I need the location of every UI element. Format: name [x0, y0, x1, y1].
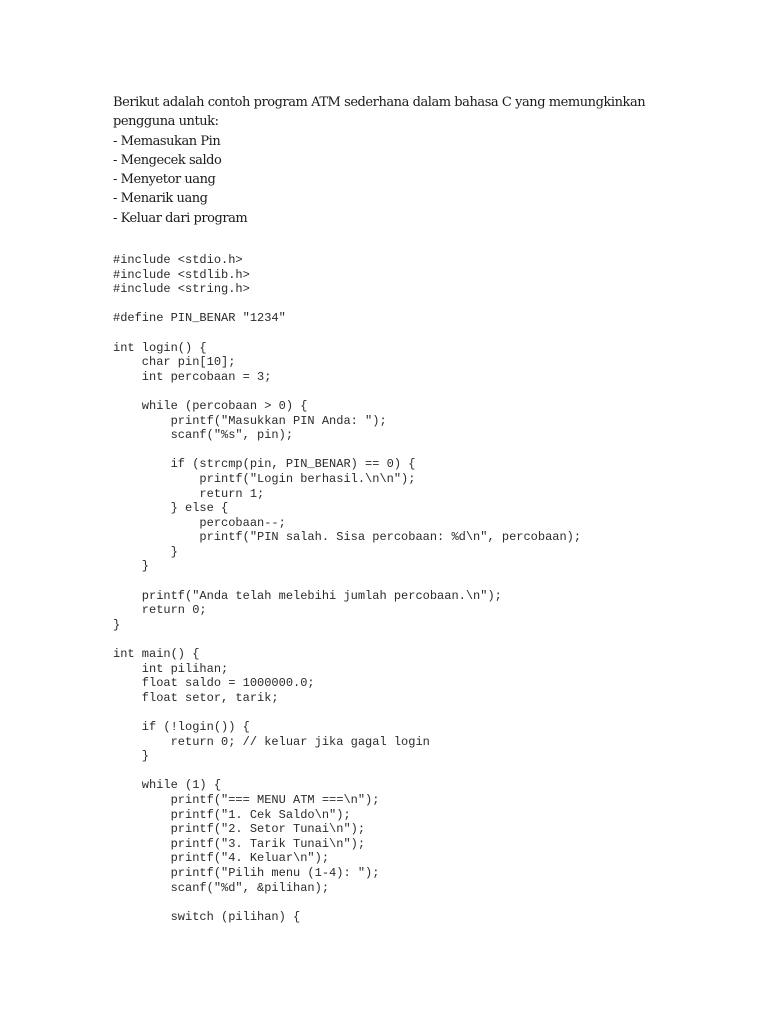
code-line: return 0; // keluar jika gagal login: [113, 734, 430, 749]
code-line: } else {: [113, 501, 229, 516]
code-line: printf("3. Tarik Tunai\n");: [113, 836, 366, 851]
code-line: [113, 443, 581, 458]
code-line: [113, 297, 581, 312]
feature-list: [113, 132, 673, 228]
code-line: scanf("%s", pin);: [113, 428, 294, 443]
code-line: percobaan--;: [113, 515, 286, 530]
code-line: int login() {: [113, 340, 207, 355]
code-line: }: [113, 559, 150, 574]
feature-list-item: - Menyetor uang: [113, 172, 216, 188]
code-block: [113, 253, 581, 924]
feature-list-item: - Mengecek saldo: [113, 152, 222, 168]
code-line: #include <stdio.h>: [113, 253, 243, 267]
intro-paragraph: Berikut adalah contoh program ATM sederhana dalam bahasa C yang memungkinkan pengguna untuk:: [113, 95, 646, 130]
code-line: printf("2. Setor Tunai\n");: [113, 822, 366, 837]
code-line: [113, 705, 581, 720]
code-line: #include <string.h>: [113, 282, 250, 297]
code-line: [113, 384, 581, 399]
code-line: while (percobaan > 0) {: [113, 398, 308, 413]
code-line: printf("Anda telah melebihi jumlah percobaan.\n");: [113, 588, 502, 603]
code-line: [113, 764, 581, 779]
code-line: [113, 326, 581, 341]
code-line: int percobaan = 3;: [113, 369, 272, 384]
code-line: if (!login()) {: [113, 720, 250, 734]
code-line: [113, 895, 581, 910]
code-line: scanf("%d", &pilihan);: [113, 880, 330, 895]
code-line: printf("=== MENU ATM ===\n");: [113, 792, 380, 807]
code-line: printf("4. Keluar\n");: [113, 851, 330, 866]
code-line: printf("1. Cek Saldo\n");: [113, 807, 351, 822]
code-line: return 0;: [113, 603, 207, 618]
code-line: [113, 574, 581, 589]
code-line: int main() {: [113, 647, 200, 662]
code-line: float setor, tarik;: [113, 690, 279, 705]
code-line: return 1;: [113, 486, 265, 501]
code-line: #define PIN_BENAR "1234": [113, 311, 286, 326]
code-line: }: [113, 544, 178, 559]
code-line: printf("Pilih menu (1-4): ");: [113, 865, 380, 880]
code-line: while (1) {: [113, 778, 222, 793]
code-line: if (strcmp(pin, PIN_BENAR) == 0) {: [113, 457, 416, 472]
code-line: printf("Masukkan PIN Anda: ");: [113, 413, 387, 428]
feature-list-item: - Keluar dari program: [113, 210, 248, 226]
intro-section: [113, 93, 673, 228]
code-line: int pilihan;: [113, 661, 229, 676]
code-line: #include <stdlib.h>: [113, 267, 250, 282]
feature-list-item: - Memasukan Pin: [113, 133, 221, 149]
feature-list-item: - Menarik uang: [113, 191, 208, 207]
code-line: char pin[10];: [113, 355, 236, 370]
code-line: }: [113, 749, 150, 764]
code-line: }: [113, 617, 121, 632]
code-line: float saldo = 1000000.0;: [113, 676, 315, 691]
code-line: [113, 632, 581, 647]
code-line: printf("Login berhasil.\n\n");: [113, 471, 416, 486]
code-line: printf("PIN salah. Sisa percobaan: %d\n", percobaan);: [113, 530, 582, 545]
code-line: switch (pilihan) {: [113, 909, 301, 924]
